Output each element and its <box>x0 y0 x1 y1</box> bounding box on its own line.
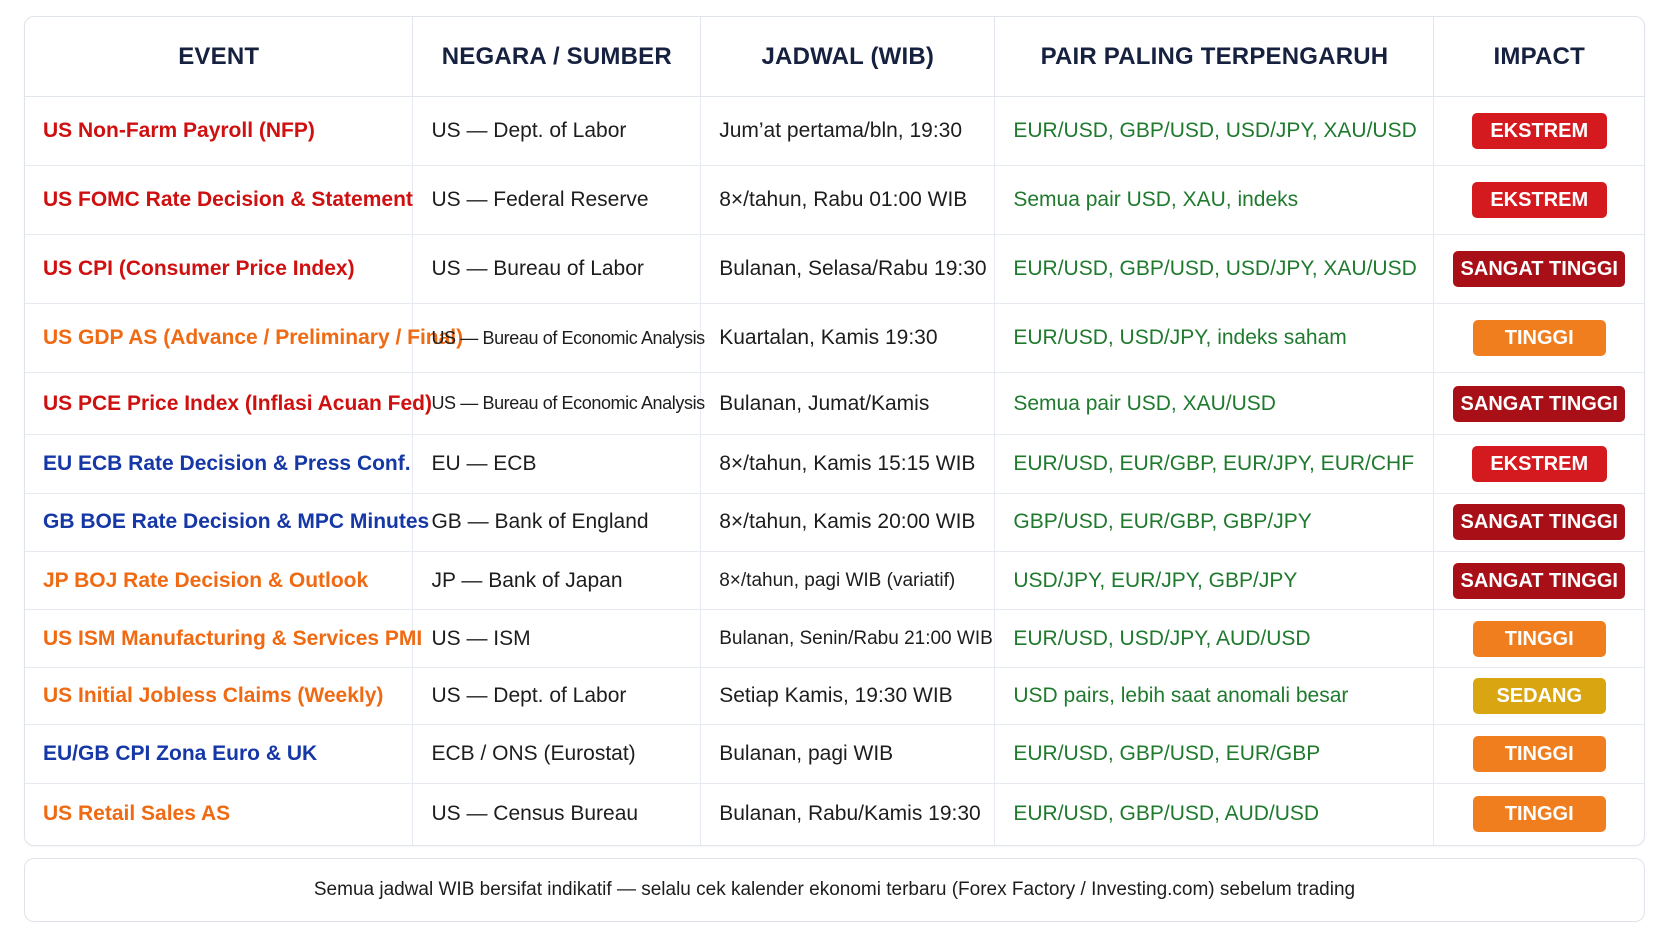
table-row <box>25 373 1644 435</box>
pairs-cell: USD/JPY, EUR/JPY, GBP/JPY <box>995 551 1434 609</box>
table-row <box>25 725 1644 783</box>
event-cell: EU ECB Rate Decision & Press Conf. <box>25 435 413 493</box>
impact-badge: TINGGI <box>1473 621 1606 657</box>
impact-cell <box>1434 373 1644 435</box>
impact-badge: TINGGI <box>1473 796 1606 832</box>
impact-badge: SANGAT TINGGI <box>1453 251 1625 287</box>
table-row <box>25 235 1644 304</box>
table-row <box>25 667 1644 724</box>
economic-calendar-table <box>24 16 1645 846</box>
header-source: NEGARA / SUMBER <box>413 17 701 97</box>
pairs-cell: EUR/USD, USD/JPY, AUD/USD <box>995 610 1434 667</box>
impact-cell <box>1434 551 1644 609</box>
event-cell: US PCE Price Index (Inflasi Acuan Fed) <box>25 373 413 435</box>
header-pairs: PAIR PALING TERPENGARUH <box>995 17 1434 97</box>
impact-cell <box>1434 667 1644 724</box>
schedule-cell: Bulanan, Senin/Rabu 21:00 WIB <box>701 610 995 667</box>
pairs-cell: USD pairs, lebih saat anomali besar <box>995 667 1434 724</box>
pairs-cell: GBP/USD, EUR/GBP, GBP/JPY <box>995 493 1434 551</box>
table-header-row <box>25 17 1644 97</box>
pairs-cell: EUR/USD, GBP/USD, AUD/USD <box>995 783 1434 845</box>
schedule-cell: Bulanan, Rabu/Kamis 19:30 <box>701 783 995 845</box>
calendar-table <box>25 17 1644 845</box>
source-cell: US — Federal Reserve <box>413 166 701 235</box>
pairs-cell: Semua pair USD, XAU/USD <box>995 373 1434 435</box>
event-cell: US GDP AS (Advance / Preliminary / Final) <box>25 304 413 373</box>
source-cell: JP — Bank of Japan <box>413 551 701 609</box>
pairs-cell: EUR/USD, EUR/GBP, EUR/JPY, EUR/CHF <box>995 435 1434 493</box>
impact-cell <box>1434 435 1644 493</box>
impact-cell <box>1434 304 1644 373</box>
impact-badge: EKSTREM <box>1472 113 1607 149</box>
table-row <box>25 493 1644 551</box>
table-row <box>25 304 1644 373</box>
footer-note: Semua jadwal WIB bersifat indikatif — selalu cek kalender ekonomi terbaru (Forex Factory / Investing.com) sebelum trading <box>24 858 1645 922</box>
table-body <box>25 97 1644 846</box>
table-row <box>25 166 1644 235</box>
event-cell: EU/GB CPI Zona Euro & UK <box>25 725 413 783</box>
source-cell: US — Census Bureau <box>413 783 701 845</box>
schedule-cell: Setiap Kamis, 19:30 WIB <box>701 667 995 724</box>
table-row <box>25 435 1644 493</box>
event-cell: US Initial Jobless Claims (Weekly) <box>25 667 413 724</box>
schedule-cell: 8×/tahun, pagi WIB (variatif) <box>701 551 995 609</box>
schedule-cell: 8×/tahun, Kamis 15:15 WIB <box>701 435 995 493</box>
schedule-cell: 8×/tahun, Kamis 20:00 WIB <box>701 493 995 551</box>
pairs-cell: EUR/USD, GBP/USD, EUR/GBP <box>995 725 1434 783</box>
event-cell: US Non-Farm Payroll (NFP) <box>25 97 413 166</box>
impact-badge: TINGGI <box>1473 320 1606 356</box>
schedule-cell: Kuartalan, Kamis 19:30 <box>701 304 995 373</box>
source-cell: GB — Bank of England <box>413 493 701 551</box>
impact-cell <box>1434 725 1644 783</box>
impact-badge: EKSTREM <box>1472 182 1607 218</box>
source-cell: EU — ECB <box>413 435 701 493</box>
table-row <box>25 97 1644 166</box>
schedule-cell: 8×/tahun, Rabu 01:00 WIB <box>701 166 995 235</box>
impact-badge: TINGGI <box>1473 736 1606 772</box>
table-row <box>25 783 1644 845</box>
impact-cell <box>1434 493 1644 551</box>
pairs-cell: EUR/USD, GBP/USD, USD/JPY, XAU/USD <box>995 97 1434 166</box>
impact-badge: SANGAT TINGGI <box>1453 563 1625 599</box>
source-cell: US — Dept. of Labor <box>413 667 701 724</box>
event-cell: US Retail Sales AS <box>25 783 413 845</box>
source-cell: US — Bureau of Economic Analysis <box>413 304 701 373</box>
source-cell: US — Dept. of Labor <box>413 97 701 166</box>
impact-cell <box>1434 783 1644 845</box>
pairs-cell: Semua pair USD, XAU, indeks <box>995 166 1434 235</box>
schedule-cell: Bulanan, Jumat/Kamis <box>701 373 995 435</box>
event-cell: US CPI (Consumer Price Index) <box>25 235 413 304</box>
source-cell: US — Bureau of Economic Analysis <box>413 373 701 435</box>
impact-cell <box>1434 235 1644 304</box>
event-cell: GB BOE Rate Decision & MPC Minutes <box>25 493 413 551</box>
event-cell: US FOMC Rate Decision & Statement <box>25 166 413 235</box>
impact-cell <box>1434 97 1644 166</box>
impact-badge: SANGAT TINGGI <box>1453 504 1625 540</box>
table-row <box>25 610 1644 667</box>
event-cell: US ISM Manufacturing & Services PMI <box>25 610 413 667</box>
schedule-cell: Bulanan, pagi WIB <box>701 725 995 783</box>
impact-cell <box>1434 610 1644 667</box>
impact-badge: SANGAT TINGGI <box>1453 386 1625 422</box>
header-schedule: JADWAL (WIB) <box>701 17 995 97</box>
pairs-cell: EUR/USD, GBP/USD, USD/JPY, XAU/USD <box>995 235 1434 304</box>
source-cell: ECB / ONS (Eurostat) <box>413 725 701 783</box>
schedule-cell: Jum’at pertama/bln, 19:30 <box>701 97 995 166</box>
pairs-cell: EUR/USD, USD/JPY, indeks saham <box>995 304 1434 373</box>
source-cell: US — Bureau of Labor <box>413 235 701 304</box>
header-impact: IMPACT <box>1434 17 1644 97</box>
impact-badge: EKSTREM <box>1472 446 1607 482</box>
table-row <box>25 551 1644 609</box>
event-cell: JP BOJ Rate Decision & Outlook <box>25 551 413 609</box>
impact-cell <box>1434 166 1644 235</box>
impact-badge: SEDANG <box>1473 678 1606 714</box>
header-event: EVENT <box>25 17 413 97</box>
source-cell: US — ISM <box>413 610 701 667</box>
schedule-cell: Bulanan, Selasa/Rabu 19:30 <box>701 235 995 304</box>
